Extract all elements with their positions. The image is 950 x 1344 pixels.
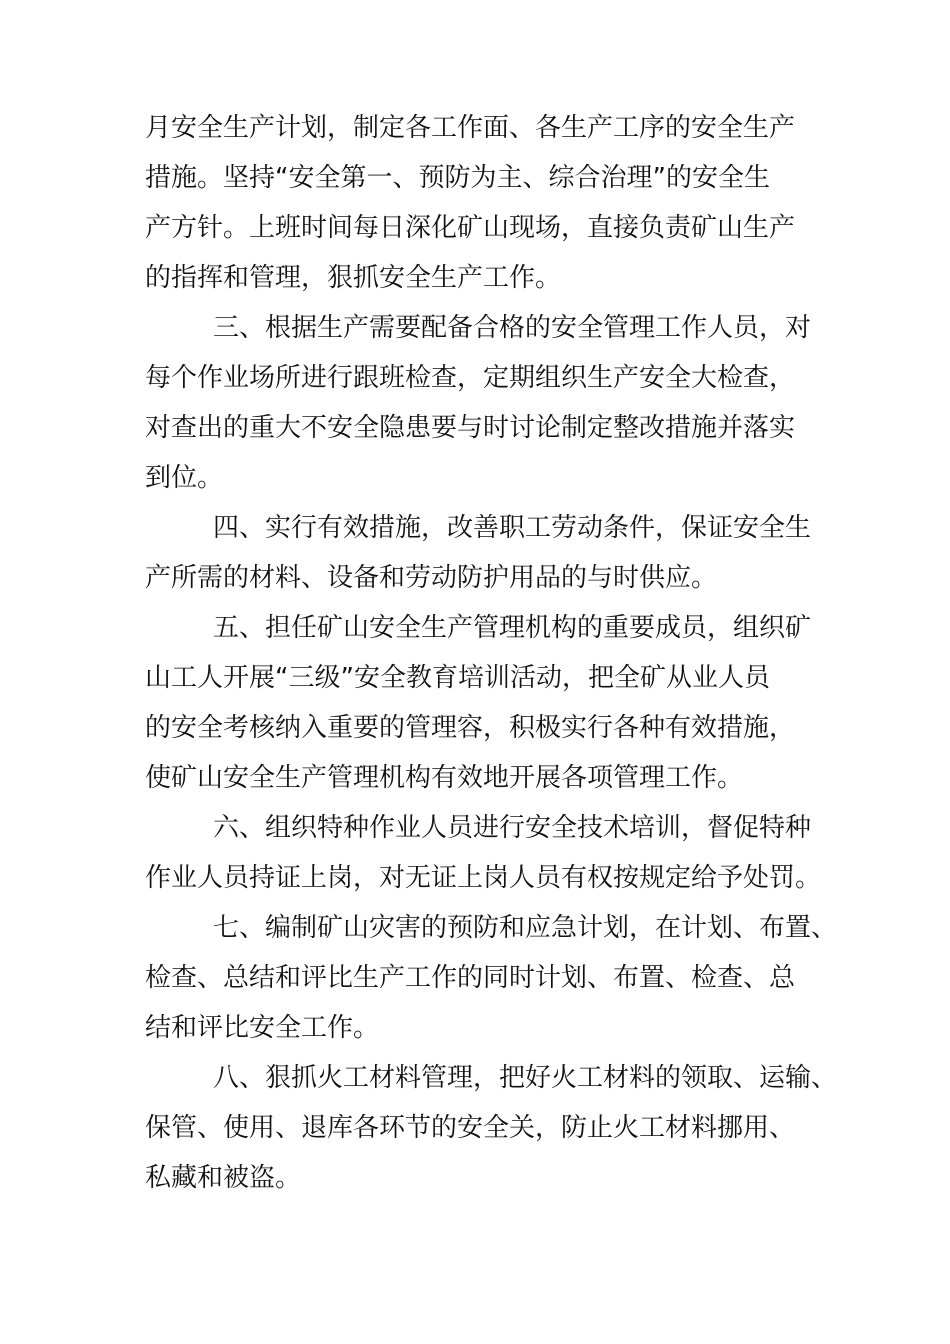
text-line: 每个作业场所进行跟班检查，定期组织生产安全大检查， (145, 363, 796, 393)
text-line: 月安全生产计划，制定各工作面、各生产工序的安全生产 (145, 113, 796, 143)
text-line: 作业人员持证上岗，对无证上岗人员有权按规定给予处罚。 (145, 863, 822, 893)
text-line: 到位。 (145, 463, 224, 493)
paragraph-5-start: 五、担任矿山安全生产管理机构的重要成员，组织矿 (213, 613, 812, 643)
text-line: 私藏和被盗。 (145, 1163, 302, 1193)
text-line: 使矿山安全生产管理机构有效地开展各项管理工作。 (145, 763, 744, 793)
text-line: 对查出的重大不安全隐患要与时讨论制定整改措施并落实 (145, 413, 796, 443)
text-line: 的安全考核纳入重要的管理容，积极实行各种有效措施， (145, 713, 796, 743)
paragraph-3-start: 三、根据生产需要配备合格的安全管理工作人员，对 (213, 313, 812, 343)
text-line: 保管、使用、退库各环节的安全关，防止火工材料挪用、 (145, 1113, 796, 1143)
text-line: 山工人开展“三级”安全教育培训活动，把全矿从业人员 (145, 663, 770, 693)
paragraph-8-start: 八、狠抓火工材料管理，把好火工材料的领取、运输、 (213, 1063, 838, 1093)
text-line: 产方针。上班时间每日深化矿山现场，直接负责矿山生产 (145, 213, 796, 243)
text-line: 的指挥和管理，狠抓安全生产工作。 (145, 263, 562, 293)
text-line: 检查、总结和评比生产工作的同时计划、布置、检查、总 (145, 963, 796, 993)
text-line: 措施。坚持“安全第一、预防为主、综合治理”的安全生 (145, 163, 770, 193)
text-line: 结和评比安全工作。 (145, 1013, 380, 1043)
text-line: 产所需的材料、设备和劳动防护用品的与时供应。 (145, 563, 718, 593)
paragraph-4-start: 四、实行有效措施，改善职工劳动条件，保证安全生 (213, 513, 812, 543)
paragraph-7-start: 七、编制矿山灾害的预防和应急计划，在计划、布置、 (213, 913, 838, 943)
paragraph-6-start: 六、组织特种作业人员进行安全技术培训，督促特种 (213, 813, 812, 843)
